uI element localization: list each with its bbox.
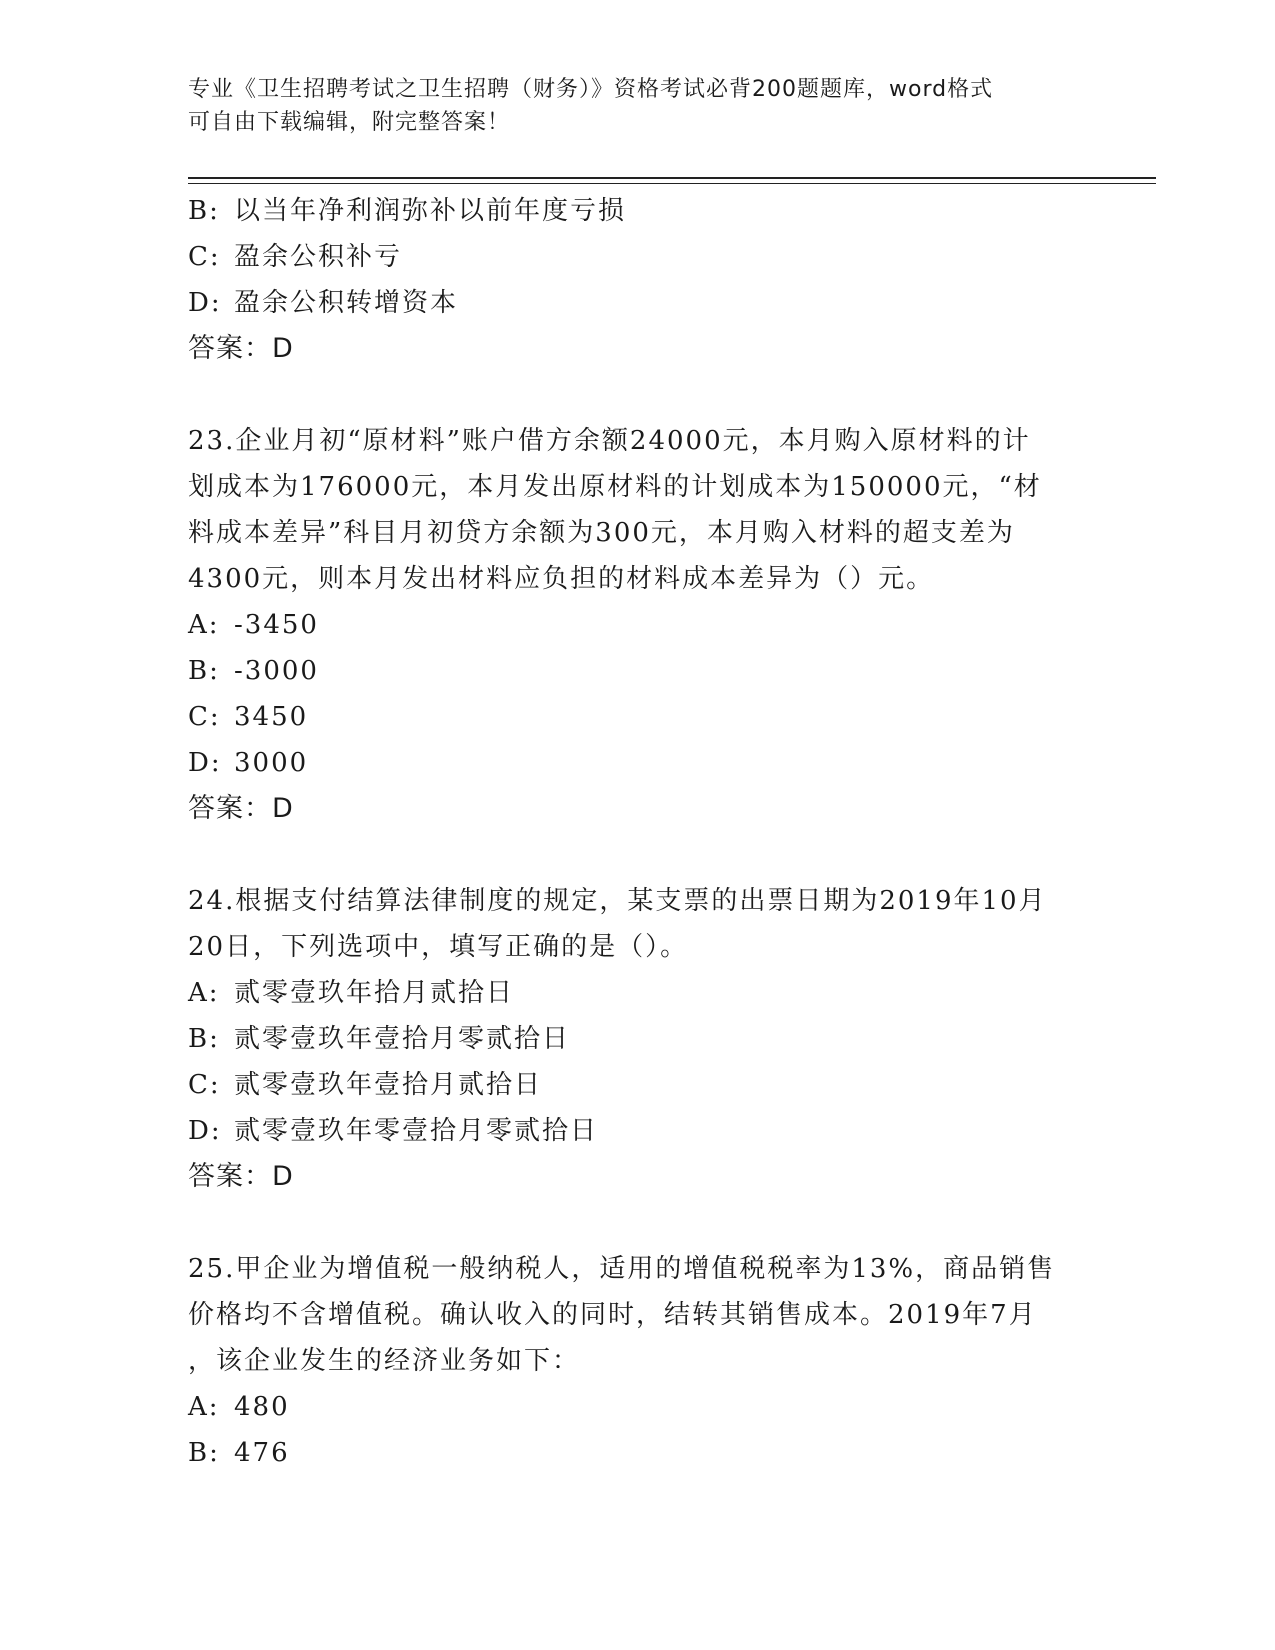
- document-body: [188, 188, 1088, 1476]
- option-text: 盈余公积转增资本: [234, 288, 459, 318]
- question-text-line: 4300元，则本月发出材料应负担的材料成本差异为（）元。: [188, 564, 935, 594]
- spacer: [188, 832, 1088, 878]
- option-key: D:: [188, 288, 222, 318]
- option-text: 贰零壹玖年壹拾月零贰拾日: [234, 1024, 571, 1054]
- question-25: [188, 1246, 1088, 1476]
- question-text-line: 25.甲企业为增值税一般纳税人，适用的增值税税率为13%，商品销售: [188, 1254, 1056, 1284]
- option-key: A:: [188, 978, 220, 1008]
- option-text: 480: [234, 1392, 290, 1422]
- option-key: B:: [188, 656, 220, 686]
- option-a: [188, 602, 1088, 648]
- spacer: [188, 372, 1088, 418]
- option-a: [188, 970, 1088, 1016]
- question-text-line: 23.企业月初“原材料”账户借方余额24000元，本月购入原材料的计: [188, 426, 1031, 456]
- question-text-line: 24.根据支付结算法律制度的规定，某支票的出票日期为2019年10月: [188, 886, 1047, 916]
- document-header: [188, 73, 1088, 139]
- question-text-line: 划成本为176000元，本月发出原材料的计划成本为150000元，“材: [188, 472, 1042, 502]
- spacer: [188, 1200, 1088, 1246]
- option-text: 贰零壹玖年拾月贰拾日: [234, 978, 515, 1008]
- option-b: [188, 1430, 1088, 1476]
- option-d: [188, 740, 1088, 786]
- question-text-line: 20日，下列选项中，填写正确的是（）。: [188, 932, 689, 962]
- option-text: 贰零壹玖年零壹拾月零贰拾日: [234, 1116, 599, 1146]
- option-text: 476: [234, 1438, 290, 1468]
- option-key: D:: [188, 1116, 222, 1146]
- question-24-answer: 答案：D: [188, 1161, 294, 1192]
- option-b: [188, 188, 1088, 234]
- option-key: B:: [188, 1024, 220, 1054]
- option-key: C:: [188, 702, 221, 732]
- option-c: [188, 234, 1088, 280]
- option-key: A:: [188, 610, 220, 640]
- question-text-line: 料成本差异”科目月初贷方余额为300元，本月购入材料的超支差为: [188, 518, 1015, 548]
- question-22-options: [188, 188, 1088, 326]
- option-text: -3000: [234, 656, 319, 686]
- option-d: [188, 280, 1088, 326]
- option-text: -3450: [234, 610, 319, 640]
- question-text-line: ，该企业发生的经济业务如下：: [188, 1346, 581, 1376]
- option-d: [188, 1108, 1088, 1154]
- option-key: C:: [188, 242, 221, 272]
- question-22-answer: 答案：D: [188, 333, 294, 364]
- option-c: [188, 694, 1088, 740]
- option-text: 3450: [234, 702, 309, 732]
- header-divider-thin: [188, 183, 1156, 184]
- header-line-2: 可自由下载编辑，附完整答案！: [188, 110, 511, 135]
- question-24: [188, 878, 1088, 1200]
- option-key: A:: [188, 1392, 220, 1422]
- option-text: 3000: [234, 748, 309, 778]
- option-key: D:: [188, 748, 222, 778]
- option-b: [188, 1016, 1088, 1062]
- header-line-1: 专业《卫生招聘考试之卫生招聘（财务）》资格考试必背200题题库，word格式: [188, 77, 994, 102]
- option-key: B:: [188, 1438, 220, 1468]
- option-text: 贰零壹玖年壹拾月贰拾日: [234, 1070, 543, 1100]
- option-b: [188, 648, 1088, 694]
- question-text-line: 价格均不含增值税。确认收入的同时，结转其销售成本。2019年7月: [188, 1300, 1037, 1330]
- question-23: [188, 418, 1088, 832]
- option-c: [188, 1062, 1088, 1108]
- option-a: [188, 1384, 1088, 1430]
- option-key: C:: [188, 1070, 221, 1100]
- question-23-answer: 答案：D: [188, 793, 294, 824]
- option-text: 盈余公积补亏: [234, 242, 403, 272]
- option-key: B:: [188, 196, 220, 226]
- option-text: 以当年净利润弥补以前年度亏损: [234, 196, 627, 226]
- header-divider-thick: [188, 177, 1156, 179]
